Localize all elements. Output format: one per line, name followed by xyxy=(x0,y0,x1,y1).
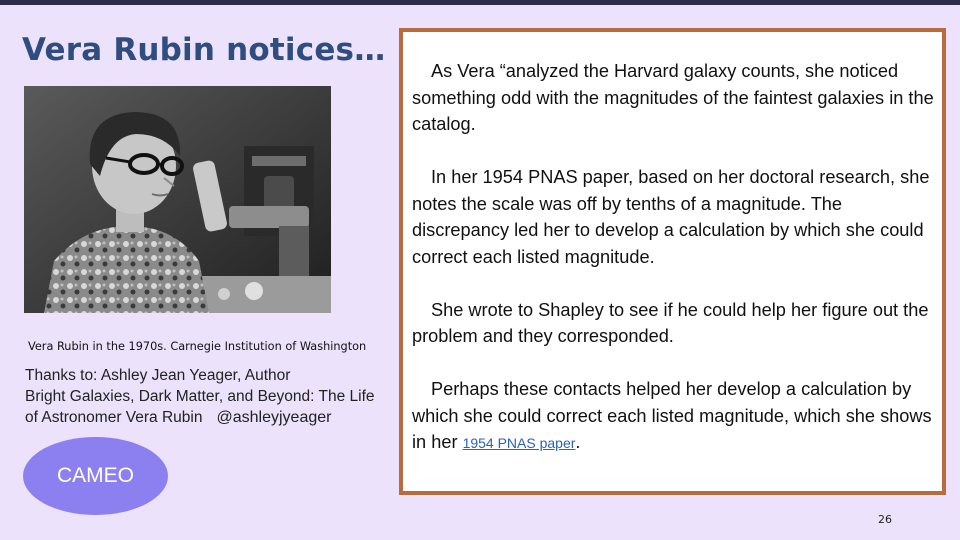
credits-line-2: Bright Galaxies, Dark Matter, and Beyond: The Life xyxy=(25,388,375,405)
paragraph-4-text: Perhaps these contacts helped her develop a calculation by which she could correct each listed magnitude, which she shows in her xyxy=(412,379,932,452)
text-box xyxy=(399,28,946,495)
pnas-paper-link[interactable]: 1954 PNAS paper xyxy=(462,435,576,451)
paragraph-1: As Vera “analyzed the Harvard galaxy counts, she noticed something odd with the magnitudes of the faintest galaxies in the catalog. xyxy=(412,61,934,134)
paragraph-3: She wrote to Shapley to see if he could help her figure out the problem and they corresponded. xyxy=(412,299,929,346)
photo-caption: Vera Rubin in the 1970s. Carnegie Institution of Washington xyxy=(28,340,367,353)
twitter-handle: @ashleyjyeager xyxy=(216,409,332,426)
credits-book-end: of Astronomer Vera Rubin xyxy=(25,409,203,426)
vera-rubin-photo xyxy=(24,86,331,313)
credits-line-3 xyxy=(25,407,395,428)
slide-number: 26 xyxy=(878,513,892,526)
slide-title: Vera Rubin notices… xyxy=(22,32,386,68)
cameo-button[interactable] xyxy=(23,437,168,515)
credits xyxy=(25,365,395,428)
paragraph-2: In her 1954 PNAS paper, based on her doctoral research, she notes the scale was off by tenths of a magnitude. The discrepancy led her to develop a calculation by which she could correct each listed magnitude. xyxy=(412,167,930,267)
text-box-content xyxy=(412,58,941,457)
paragraph-4 xyxy=(412,376,941,457)
cameo-label: CAMEO xyxy=(56,464,134,487)
top-border xyxy=(0,0,960,5)
credits-line-1: Thanks to: Ashley Jean Yeager, Author xyxy=(25,367,291,384)
paragraph-4-end: . xyxy=(575,432,581,452)
